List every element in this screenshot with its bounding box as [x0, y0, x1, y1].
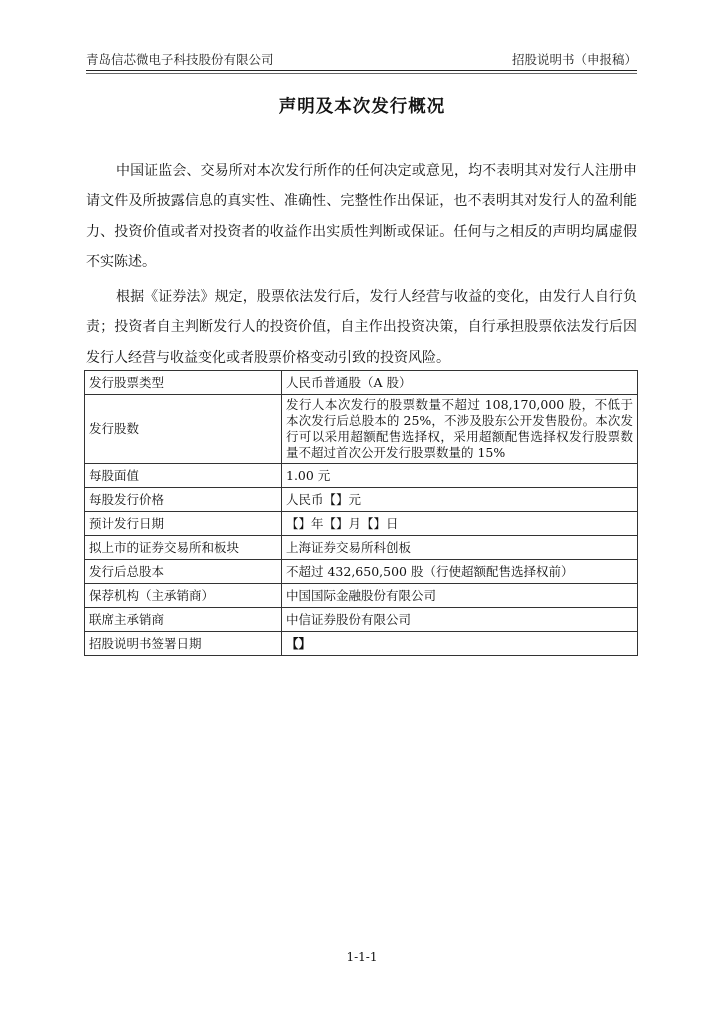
row-value: 不超过 432,650,500 股（行使超额配售选择权前）: [282, 560, 638, 584]
page-title: 声明及本次发行概况: [278, 97, 446, 117]
disclaimer-paragraph: 中国证监会、交易所对本次发行所作的任何决定或意见，均不表明其对发行人注册申请文件及所披露信息的真实性、准确性、完整性作出保证，也不表明其对发行人的盈利能力、投资价值或者对投资者的收益作出实质性判断或保证。任何与之相反的声明均属虚假不实陈述。: [86, 163, 637, 270]
table-row: [85, 395, 638, 464]
row-value: 中国国际金融股份有限公司: [282, 584, 638, 608]
row-label: 预计发行日期: [85, 512, 282, 536]
page-header: [86, 46, 637, 68]
row-label: 发行股票类型: [85, 371, 282, 395]
row-label: 每股面值: [85, 464, 282, 488]
row-label: 拟上市的证券交易所和板块: [85, 536, 282, 560]
row-label: 发行股数: [85, 395, 282, 464]
row-value: 中信证券股份有限公司: [282, 608, 638, 632]
table-row: [85, 560, 638, 584]
header-divider: [86, 70, 637, 71]
offering-overview-table: [84, 370, 638, 656]
row-label: 每股发行价格: [85, 488, 282, 512]
table-row: [85, 632, 638, 656]
table-row: [85, 488, 638, 512]
row-value: 发行人本次发行的股票数量不超过 108,170,000 股，不低于本次发行后总股本的 25%，不涉及股东公开发售股份。本次发行可以采用超额配售选择权，采用超额配售选择权发行股票数量不超过首次公开发行股票数量的 15%: [282, 395, 638, 464]
table-row: [85, 584, 638, 608]
table-row: [85, 464, 638, 488]
header-doc-type: 招股说明书（申报稿）: [511, 52, 637, 67]
table-row: [85, 608, 638, 632]
row-value: 【】: [282, 632, 638, 656]
row-value: 人民币普通股（A 股）: [282, 371, 638, 395]
header-company: 青岛信芯微电子科技股份有限公司: [86, 52, 274, 67]
page-number: 1-1-1: [346, 950, 378, 964]
table-row: [85, 536, 638, 560]
row-label: 招股说明书签署日期: [85, 632, 282, 656]
table-row: [85, 371, 638, 395]
row-value: 上海证券交易所科创板: [282, 536, 638, 560]
row-value: 1.00 元: [282, 464, 638, 488]
risk-paragraph: 根据《证券法》规定，股票依法发行后，发行人经营与收益的变化，由发行人自行负责；投资者自主判断发行人的投资价值，自主作出投资决策，自行承担股票依法发行后因发行人经营与收益变化或者股票价格变动引致的投资风险。: [86, 289, 637, 366]
row-value: 【】年【】月【】日: [282, 512, 638, 536]
row-label: 发行后总股本: [85, 560, 282, 584]
row-label: 联席主承销商: [85, 608, 282, 632]
header-divider-thin: [86, 73, 637, 74]
row-label: 保荐机构（主承销商）: [85, 584, 282, 608]
row-value: 人民币【】元: [282, 488, 638, 512]
table-row: [85, 512, 638, 536]
